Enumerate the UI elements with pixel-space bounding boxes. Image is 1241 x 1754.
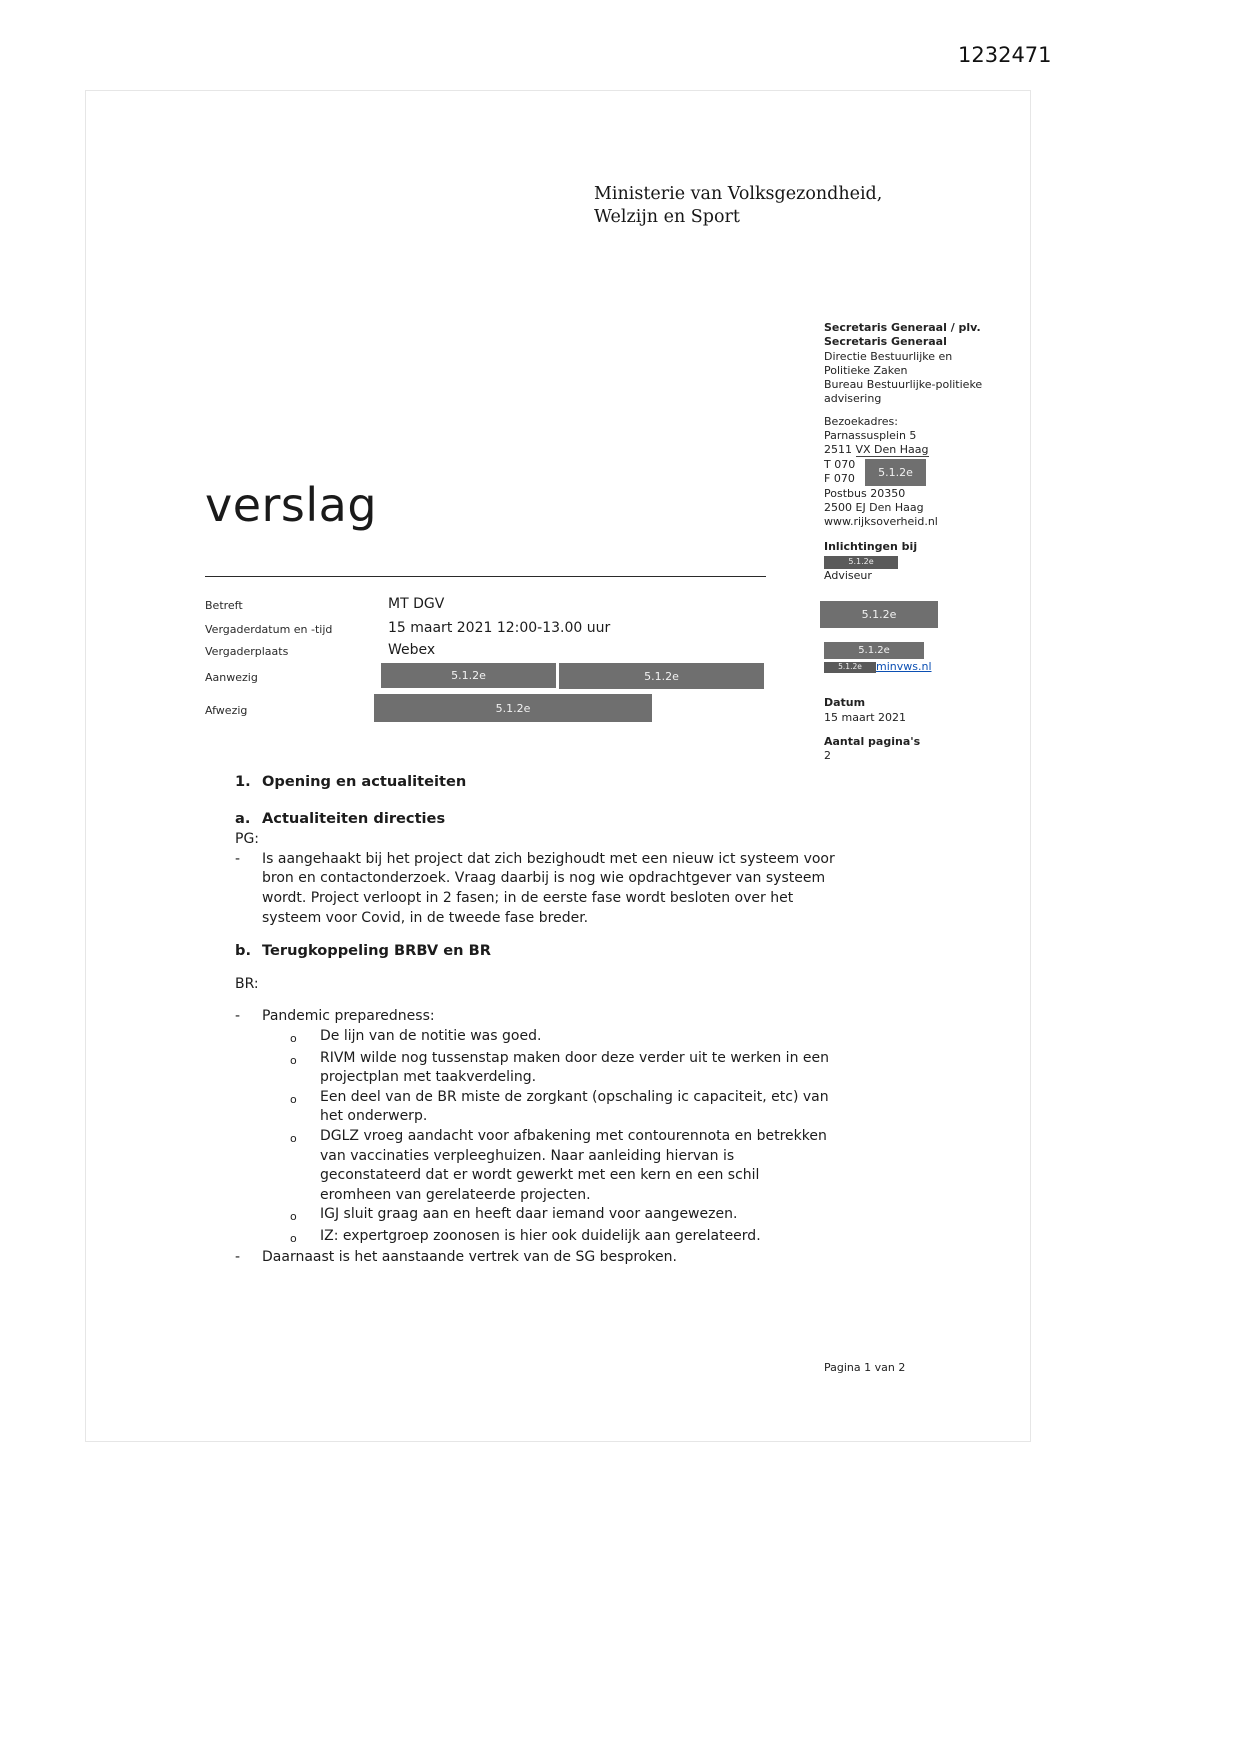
meta-value: 15 maart 2021 12:00-13.00 uur [388, 620, 611, 636]
redaction-box-email-prefix: 5.1.2e [824, 662, 876, 673]
sub-list-item-text: DGLZ vroeg aandacht voor afbakening met contourennota en betrekken van vaccinaties verpleeghuizen. Naar aanleiding hiervan is geconstateerd dat er wordt gewerkt met een kern en een schil eromheen van gerelateerde projecten. [320, 1127, 827, 1203]
page-footer: Pagina 1 van 2 [824, 1361, 906, 1374]
phone-t-line: T 070 [824, 457, 856, 471]
br-label: BR: [235, 975, 259, 992]
pages-value: 2 [824, 749, 831, 763]
heading-1-label: Opening en actualiteiten [262, 773, 467, 790]
circle-marker: o [290, 1031, 297, 1045]
title-divider [205, 576, 766, 577]
redaction-box-phone: 5.1.2e [865, 459, 926, 486]
meta-label: Vergaderdatum en -tijd [205, 623, 333, 636]
circle-marker: o [290, 1092, 297, 1106]
dash-marker: - [235, 850, 241, 867]
heading-1a-label: Actualiteiten directies [262, 809, 446, 827]
sub-list-item [235, 1088, 835, 1127]
visit-address-line: Parnassusplein 5 [824, 429, 917, 443]
redaction-box-aanwezig-2: 5.1.2e [559, 663, 764, 689]
redaction-box-email-name: 5.1.2e [824, 642, 924, 659]
page-title: verslag [205, 478, 378, 532]
meta-row-betreft [205, 596, 444, 612]
list-item-text: Is aangehaakt bij het project dat zich bezighoudt met een nieuw ict systeem voor bron en contactonderzoek. Vraag daarbij is nog wie opdrachtgever van systeem wordt. Project verloopt in 2 fasen; in de eerste fase wordt besloten over het systeem voor Covid, in de tweede fase breder. [262, 850, 835, 926]
meta-label: Aanwezig [205, 671, 258, 684]
dash-marker: - [235, 1249, 241, 1266]
circle-marker: o [290, 1210, 297, 1224]
meta-value: MT DGV [388, 596, 445, 612]
org-unit-line: Secretaris Generaal / plv. [824, 321, 981, 334]
meta-row-vergaderdatum [205, 620, 610, 636]
sub-list-item [235, 1127, 835, 1205]
sub-list-item [235, 1205, 835, 1227]
heading-1 [235, 772, 835, 792]
org-unit-line: Politieke Zaken [824, 363, 908, 377]
document-number: 1232471 [958, 43, 1052, 67]
ministry-line2: Welzijn en Sport [594, 207, 740, 227]
sub-list-item [235, 1049, 835, 1088]
redaction-box-contact-block: 5.1.2e [820, 601, 938, 628]
circle-marker: o [290, 1053, 297, 1067]
sub-list-item-text: Een deel van de BR miste de zorgkant (opschaling ic capaciteit, etc) van het onderwerp. [320, 1088, 829, 1125]
meta-label: Afwezig [205, 704, 248, 717]
datum-label: Datum [824, 696, 866, 710]
redaction-box-aanwezig-1: 5.1.2e [381, 663, 556, 688]
meta-label: Vergaderplaats [205, 645, 289, 658]
contact-label: Inlichtingen bij [824, 539, 918, 553]
sub-list-item [235, 1227, 835, 1249]
meta-label: Betreft [205, 599, 243, 612]
meta-row-aanwezig [205, 663, 764, 689]
pages-label: Aantal pagina's [824, 735, 921, 749]
heading-1b-letter: b. [235, 942, 251, 960]
postal-line: 2500 EJ Den Haag [824, 500, 924, 514]
postal-line: Postbus 20350 [824, 486, 906, 500]
contact-role: Adviseur [824, 568, 872, 582]
circle-marker: o [290, 1231, 297, 1245]
list-item-text: Pandemic preparedness: [262, 1008, 435, 1025]
org-unit-line: Secretaris Generaal [824, 335, 947, 349]
aanwezig-redactions [381, 663, 764, 689]
sub-list-item-text: De lijn van de notitie was goed. [320, 1027, 542, 1044]
list-item [235, 1248, 835, 1268]
list-item [235, 1007, 835, 1027]
list-item-text: Daarnaast is het aanstaande vertrek van de SG besproken. [262, 1249, 677, 1266]
datum-value: 15 maart 2021 [824, 710, 907, 724]
pg-label: PG: [235, 831, 260, 848]
org-unit-line: Bureau Bestuurlijke-politieke [824, 378, 983, 392]
visit-address-line: 2511 VX Den Haag [824, 443, 929, 457]
circle-marker: o [290, 1131, 297, 1145]
phone-f-line: F 070 [824, 471, 855, 485]
redaction-box-contact-name: 5.1.2e [824, 556, 898, 569]
meta-row-vergaderplaats [205, 642, 435, 658]
ministry-wordmark [594, 183, 882, 229]
org-unit-line: Directie Bestuurlijke en [824, 349, 953, 363]
sub-list-item-text: IZ: expertgroep zoonosen is hier ook duidelijk aan gerelateerd. [320, 1227, 761, 1244]
sub-list-item-text: RIVM wilde nog tussenstap maken door deze verder uit te werken in een projectplan met taakverdeling. [320, 1049, 829, 1086]
dash-marker: - [235, 1008, 241, 1025]
body-text [235, 772, 835, 1268]
ministry-line1: Ministerie van Volksgezondheid, [594, 184, 883, 204]
heading-1a [235, 809, 835, 829]
email-line [824, 660, 1014, 674]
meta-value: Webex [388, 642, 436, 658]
website-url: www.rijksoverheid.nl [824, 515, 938, 529]
heading-1a-letter: a. [235, 809, 251, 827]
sidebar [824, 321, 1014, 764]
list-item [235, 850, 835, 928]
org-unit-line: advisering [824, 392, 882, 406]
meta-row-afwezig [205, 694, 652, 722]
heading-1-number: 1. [235, 773, 251, 790]
sub-list-item [235, 1027, 835, 1049]
email-link[interactable]: minvws.nl [876, 660, 932, 674]
sub-list-item-text: IGJ sluit graag aan en heeft daar iemand voor aangewezen. [320, 1206, 738, 1223]
visit-address-label: Bezoekadres: [824, 414, 898, 428]
phone-lines [824, 458, 1014, 487]
redaction-box-afwezig: 5.1.2e [374, 694, 652, 722]
heading-1b-label: Terugkoppeling BRBV en BR [262, 942, 491, 960]
heading-1b [235, 941, 835, 961]
